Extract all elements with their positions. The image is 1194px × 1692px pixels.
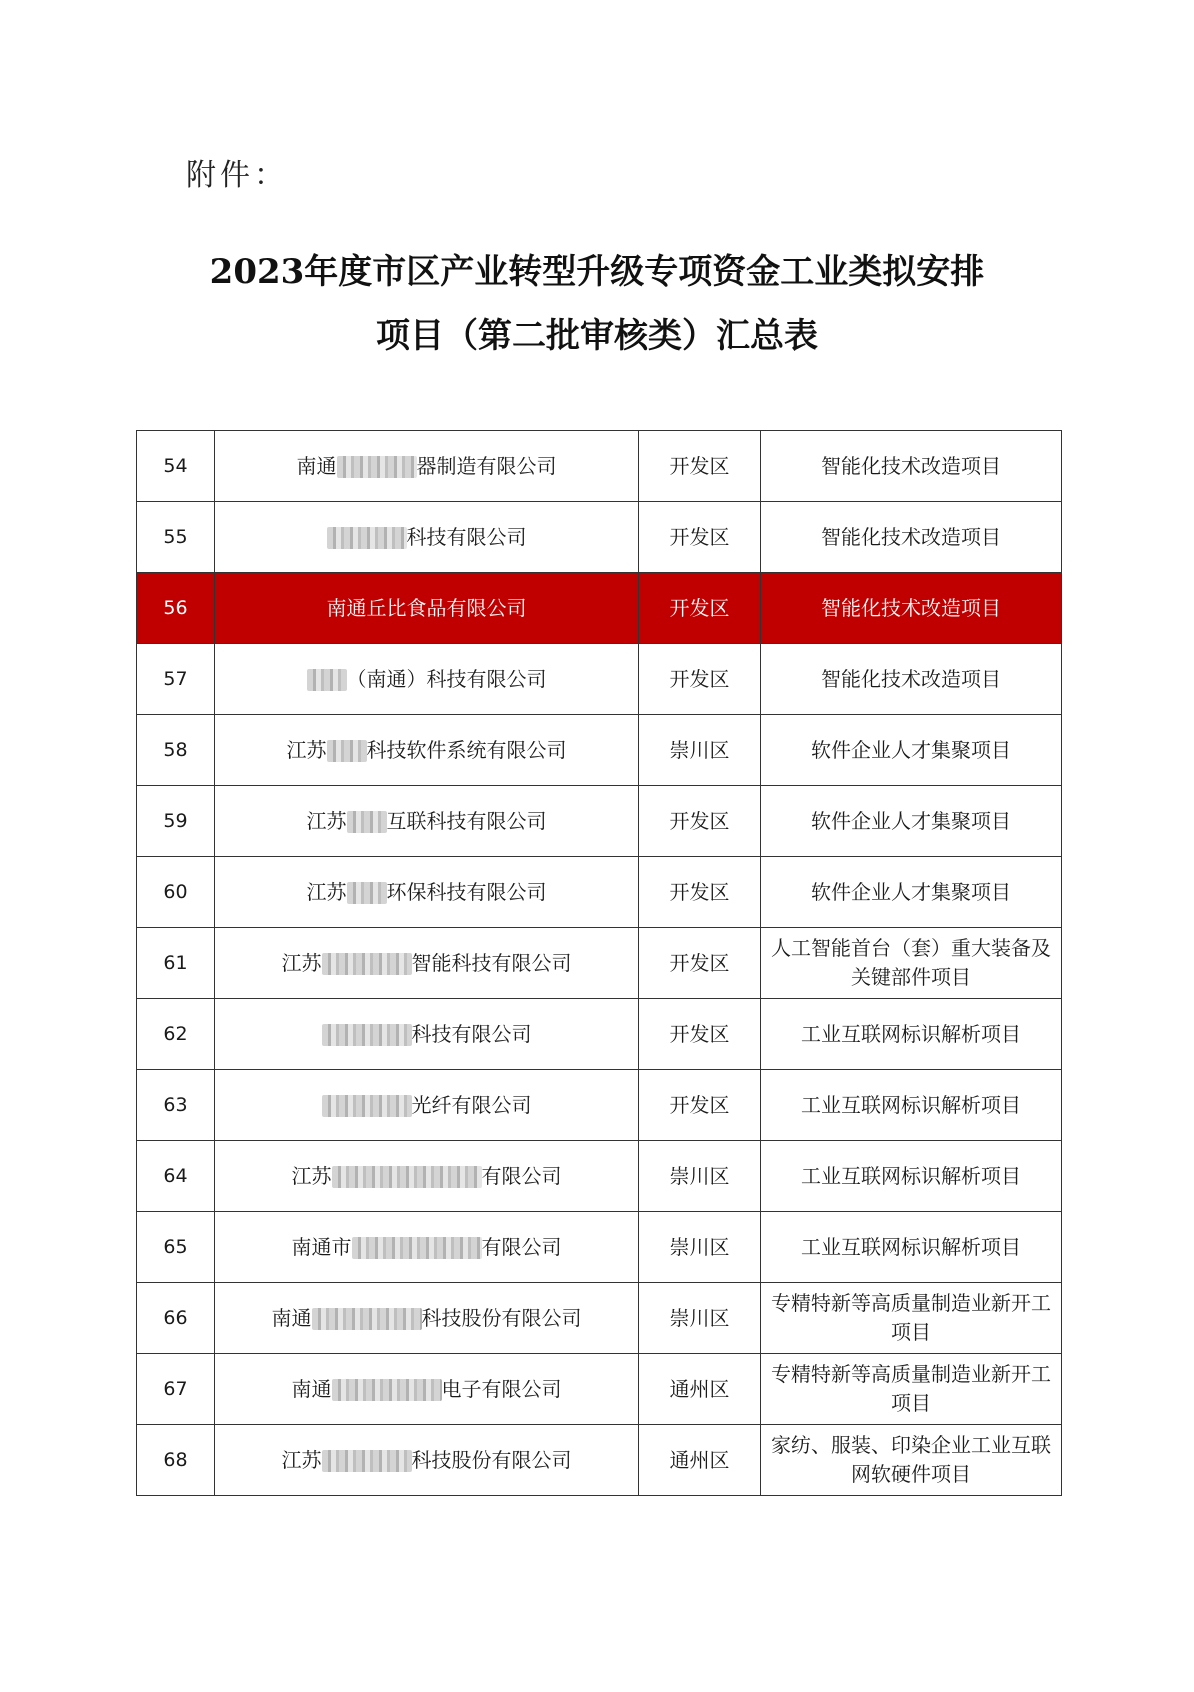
company-name-prefix: 南通市 [291,1234,352,1259]
table-row [137,502,1062,573]
table-body [137,431,1062,1496]
project-summary-table [136,430,1062,1496]
company-name [215,502,639,573]
company-name-suffix: 有限公司 [481,1163,562,1188]
row-number: 54 [137,431,215,502]
redacted-text-mask [322,1024,412,1046]
project-type: 专精特新等高质量制造业新开工项目 [761,1283,1062,1354]
project-type: 工业互联网标识解析项目 [761,1141,1062,1212]
company-name-prefix: 南通 [296,453,337,478]
company-name [215,786,639,857]
company-name-suffix: 科技股份有限公司 [411,1447,572,1472]
company-name-suffix: 光纤有限公司 [411,1092,532,1117]
company-name [215,715,639,786]
row-number: 63 [137,1070,215,1141]
redacted-text-mask [347,882,387,904]
company-name [215,1283,639,1354]
table-row [137,999,1062,1070]
company-name [215,573,639,644]
table-row [137,928,1062,999]
company-name-prefix: 南通 [271,1305,312,1330]
company-name-suffix: 科技有限公司 [406,524,527,549]
company-name-prefix: 江苏 [291,1163,332,1188]
district: 开发区 [639,857,761,928]
company-name-suffix: 有限公司 [481,1234,562,1259]
district: 通州区 [639,1354,761,1425]
row-number: 67 [137,1354,215,1425]
table-row [137,644,1062,715]
company-name-suffix: 科技有限公司 [411,1021,532,1046]
row-number: 61 [137,928,215,999]
redacted-text-mask [332,1379,442,1401]
redacted-text-mask [327,740,367,762]
redacted-text-mask [307,669,347,691]
project-type: 工业互联网标识解析项目 [761,1212,1062,1283]
company-name-suffix: 科技软件系统有限公司 [366,737,567,762]
project-type: 智能化技术改造项目 [761,644,1062,715]
project-type: 智能化技术改造项目 [761,573,1062,644]
company-name [215,857,639,928]
redacted-text-mask [322,1095,412,1117]
redacted-text-mask [352,1237,482,1259]
company-name [215,644,639,715]
district: 开发区 [639,999,761,1070]
table-row [137,715,1062,786]
company-name [215,1141,639,1212]
table-row [137,573,1062,644]
table-row [137,1425,1062,1496]
row-number: 66 [137,1283,215,1354]
district: 崇川区 [639,1283,761,1354]
district: 崇川区 [639,1212,761,1283]
company-name-prefix: 江苏 [281,1447,322,1472]
district: 开发区 [639,1070,761,1141]
company-name-suffix: 智能科技有限公司 [411,950,572,975]
company-name [215,1212,639,1283]
row-number: 57 [137,644,215,715]
company-name-suffix: 环保科技有限公司 [386,879,547,904]
company-name-prefix: 江苏 [306,879,347,904]
company-name-suffix: 电子有限公司 [441,1376,562,1401]
table-row [137,431,1062,502]
project-type: 工业互联网标识解析项目 [761,1070,1062,1141]
attachment-label: 附件： [186,158,288,193]
redacted-text-mask [337,456,417,478]
project-type: 专精特新等高质量制造业新开工项目 [761,1354,1062,1425]
project-type: 家纺、服装、印染企业工业互联网软硬件项目 [761,1425,1062,1496]
company-name-prefix: 江苏 [306,808,347,833]
document-title-line-2: 项目（第二批审核类）汇总表 [376,316,818,356]
company-name [215,1425,639,1496]
table-row [137,1141,1062,1212]
company-name-prefix: 江苏 [286,737,327,762]
district: 崇川区 [639,1141,761,1212]
row-number: 65 [137,1212,215,1283]
redacted-text-mask [347,811,387,833]
redacted-text-mask [312,1308,422,1330]
row-number: 62 [137,999,215,1070]
company-name [215,1070,639,1141]
company-name-suffix: 科技股份有限公司 [421,1305,582,1330]
table-row [137,1070,1062,1141]
district: 开发区 [639,431,761,502]
district: 开发区 [639,786,761,857]
redacted-text-mask [332,1166,482,1188]
company-name [215,999,639,1070]
row-number: 59 [137,786,215,857]
redacted-text-mask [322,953,412,975]
project-type: 人工智能首台（套）重大装备及关键部件项目 [761,928,1062,999]
company-name-prefix: 南通丘比食品有限公司 [326,595,527,620]
row-number: 58 [137,715,215,786]
project-type: 软件企业人才集聚项目 [761,786,1062,857]
redacted-text-mask [327,527,407,549]
row-number: 60 [137,857,215,928]
table-row [137,1354,1062,1425]
table-row [137,1212,1062,1283]
company-name-suffix: 器制造有限公司 [416,453,557,478]
project-type: 智能化技术改造项目 [761,431,1062,502]
district: 通州区 [639,1425,761,1496]
table-row [137,857,1062,928]
row-number: 68 [137,1425,215,1496]
project-type: 智能化技术改造项目 [761,502,1062,573]
district: 开发区 [639,644,761,715]
company-name-prefix: 南通 [291,1376,332,1401]
table-row [137,1283,1062,1354]
redacted-text-mask [322,1450,412,1472]
row-number: 56 [137,573,215,644]
row-number: 55 [137,502,215,573]
table-row [137,786,1062,857]
company-name [215,1354,639,1425]
row-number: 64 [137,1141,215,1212]
company-name [215,928,639,999]
district: 开发区 [639,502,761,573]
project-type: 软件企业人才集聚项目 [761,857,1062,928]
company-name [215,431,639,502]
district: 崇川区 [639,715,761,786]
district: 开发区 [639,573,761,644]
company-name-prefix: 江苏 [281,950,322,975]
document-title-line-1: 2023年度市区产业转型升级专项资金工业类拟安排 [209,252,985,292]
district: 开发区 [639,928,761,999]
company-name-suffix: （南通）科技有限公司 [346,666,547,691]
company-name-suffix: 互联科技有限公司 [386,808,547,833]
project-type: 工业互联网标识解析项目 [761,999,1062,1070]
project-type: 软件企业人才集聚项目 [761,715,1062,786]
